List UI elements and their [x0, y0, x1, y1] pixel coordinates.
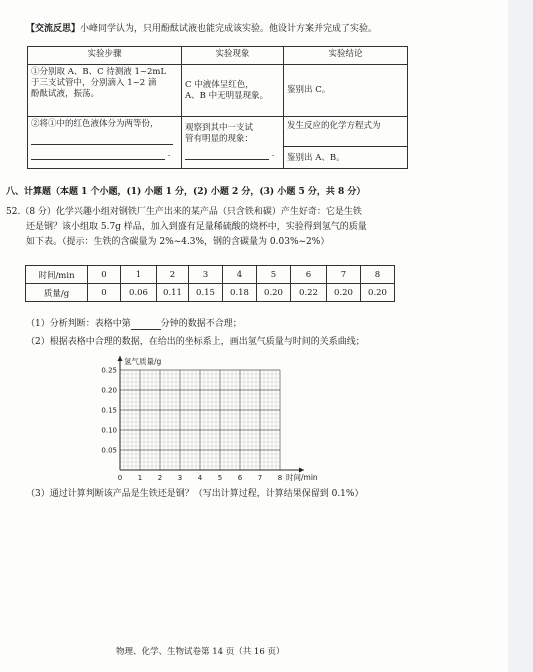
- time-cell: 4: [223, 266, 257, 284]
- table-row: [28, 117, 408, 169]
- x-tick-label: 3: [177, 474, 183, 482]
- sub-question-text: 分钟的数据不合理；: [160, 319, 242, 329]
- conclusion-cell: [284, 65, 408, 117]
- question-text: 52.（8 分）化学兴趣小组对钢铁厂生产出来的某产品（只含铁和碳）产生好奇：它是生铁: [6, 207, 362, 217]
- mass-row: [26, 284, 395, 302]
- y-tick-label: 0.15: [101, 406, 117, 415]
- x-tick-label: 7: [257, 474, 263, 482]
- conclusion-text: 发生反应的化学方程式为: [287, 121, 381, 131]
- step-cell: ②将①中的红色液体分为两等份， .: [28, 117, 182, 169]
- sub-question-3: （3）通过计算判断该产品是生铁还是钢？（写出计算过程，计算结果保留到 0.1%）: [26, 489, 364, 499]
- y-axis-arrow: [118, 356, 123, 361]
- time-cell: 5: [257, 266, 291, 284]
- phenomenon-cell: [182, 65, 284, 117]
- header-step: 实验步骤: [28, 47, 182, 65]
- x-axis-label: 时间/min: [286, 473, 318, 482]
- sub-question-2: （2）根据表格中合理的数据，在给出的坐标系上，画出氢气质量与时间的关系曲线；: [26, 337, 365, 347]
- time-cell: 1: [121, 266, 157, 284]
- mass-cell: 0.22: [291, 284, 327, 302]
- phenomenon-text: 管有明显的现象：: [185, 134, 254, 144]
- header-phenomenon: 实验现象: [182, 47, 284, 65]
- x-tick-label: 2: [157, 474, 163, 482]
- step-text: ②将①中的红色液体分为两等份，: [31, 119, 159, 129]
- x-tick-label: 5: [217, 474, 223, 482]
- mass-cell: 0.20: [361, 284, 395, 302]
- step-text: 酚酞试液，振荡。: [31, 89, 100, 99]
- mass-cell: 0.20: [327, 284, 361, 302]
- exchange-line: [26, 23, 377, 35]
- time-label: 时间/min: [26, 266, 88, 284]
- x-tick-label: 6: [237, 474, 243, 482]
- y-tick-label: 0.20: [101, 386, 117, 395]
- mass-cell: 0: [88, 284, 121, 302]
- answer-blank[interactable]: [31, 150, 165, 160]
- section-heading: 八、计算题（本题 1 个小题，(1) 小题 1 分，(2) 小题 2 分，(3) 小题 5 分，共 8 分）: [6, 187, 366, 197]
- conclusion-cell: [284, 117, 408, 169]
- page-edge: [508, 0, 533, 672]
- time-row: [26, 266, 395, 284]
- question-text: 还是钢？该小组取 5.7g 样品，加入到盛有足量稀硫酸的烧杯中，实验得到氢气的质量: [26, 222, 367, 232]
- x-tick-label: 1: [137, 474, 143, 482]
- phenomenon-text: 观察到其中一支试: [185, 123, 254, 133]
- answer-blank[interactable]: [31, 135, 173, 145]
- table-row: [28, 65, 408, 117]
- mass-cell: 0.11: [157, 284, 189, 302]
- time-cell: 2: [157, 266, 189, 284]
- sub-question-1: [26, 318, 242, 330]
- mass-cell: 0.18: [223, 284, 257, 302]
- answer-blank[interactable]: [185, 150, 269, 160]
- x-axis-arrow: [299, 468, 304, 473]
- mass-label: 质量/g: [26, 284, 88, 302]
- experiment-table: [27, 46, 408, 169]
- y-tick-label: 0.10: [101, 426, 117, 435]
- y-tick-label: 0.25: [101, 366, 117, 375]
- mass-cell: 0.20: [257, 284, 291, 302]
- data-table: [25, 265, 395, 302]
- mass-cell: 0.06: [121, 284, 157, 302]
- time-cell: 6: [291, 266, 327, 284]
- conclusion-text: 鉴别出 A、B。: [287, 153, 345, 163]
- time-cell: 3: [189, 266, 223, 284]
- mass-cell: 0.15: [189, 284, 223, 302]
- sub-question-text: （1）分析判断：表格中第: [26, 319, 131, 329]
- answer-blank[interactable]: [284, 134, 407, 147]
- conclusion-text: 鉴别出 C。: [287, 85, 331, 95]
- step-cell: [28, 65, 182, 117]
- answer-blank[interactable]: [131, 320, 161, 330]
- x-tick-label: 8: [277, 474, 283, 482]
- coordinate-grid-chart[interactable]: [80, 350, 360, 490]
- header-conclusion: 实验结论: [284, 47, 408, 65]
- time-cell: 8: [361, 266, 395, 284]
- question-text: 如下表。（提示：生铁的含碳量为 2%~4.3%，钢的含碳量为 0.03%~2%）: [26, 237, 330, 247]
- y-tick-label: 0.05: [101, 446, 117, 455]
- phenomenon-text: A、B 中无明显现象。: [185, 90, 269, 101]
- time-cell: 0: [88, 266, 121, 284]
- page-footer: 物理、化学、生物试卷第 14 页（共 16 页）: [116, 647, 285, 657]
- exchange-tag: 【交流反思】: [26, 24, 81, 34]
- x-tick-label: 0: [117, 474, 123, 482]
- phenomenon-cell: 观察到其中一支试 管有明显的现象： .: [182, 117, 284, 169]
- step-text: ①分别取 A、B、C 待测液 1~2mL: [31, 67, 167, 77]
- time-cell: 7: [327, 266, 361, 284]
- x-tick-label: 4: [197, 474, 203, 482]
- exchange-text: 小峰同学认为，只用酚酞试液也能完成该实验。他设计方案并完成了实验。: [80, 24, 378, 34]
- step-text: 于三支试管中，分别滴入 1~2 滴: [31, 78, 157, 88]
- table-header-row: [28, 47, 408, 65]
- phenomenon-text: C 中液体呈红色，: [185, 79, 254, 90]
- y-axis-label: 氢气质量/g: [124, 357, 162, 366]
